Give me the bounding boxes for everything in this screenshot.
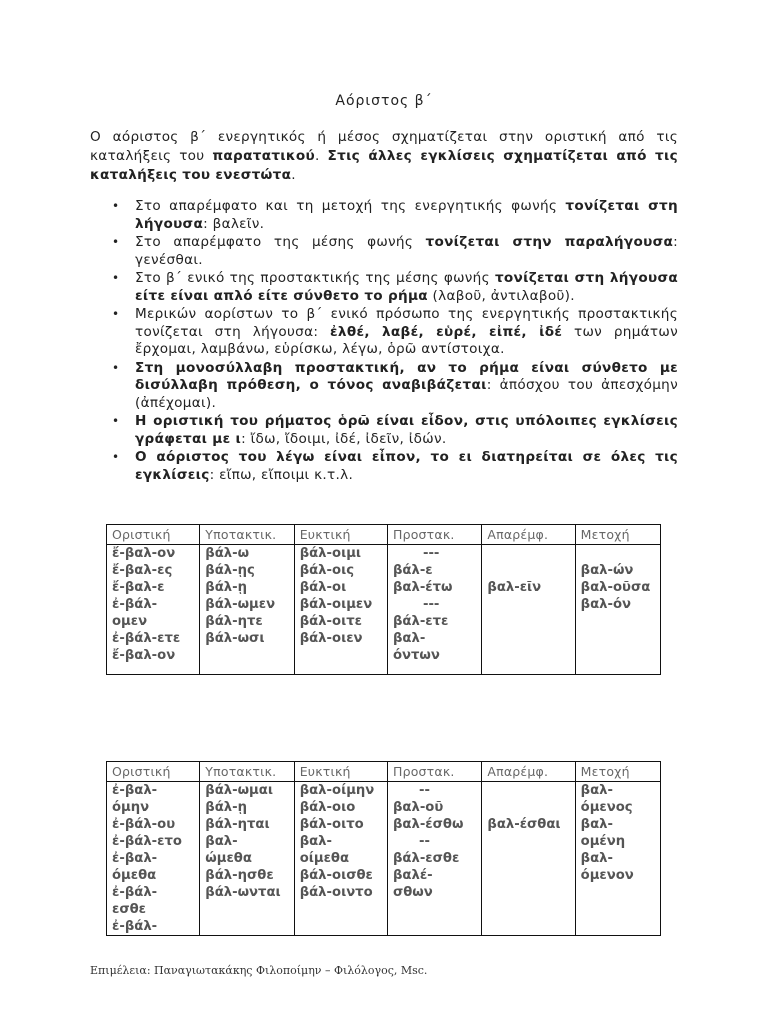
form: --: [418, 783, 430, 798]
table-row: [107, 782, 661, 936]
rule-bold: Στη μονοσύλλαβη προστακτική, αν το ρήμα είναι σύνθετο με δισύλλαβη πρόθεση, ο τόνος αναβιβάζεται: [135, 359, 678, 393]
form: ---: [422, 597, 440, 612]
form: ἐ-βάλ-ετε: [112, 631, 181, 646]
form: βαλ-: [580, 851, 613, 866]
form: βάλ-ωμεν: [205, 597, 276, 612]
rule-text: Στο απαρέμφατο της μέσης φωνής: [135, 234, 426, 250]
cell-subjunctive: [200, 782, 294, 936]
header-subjunctive: Υποτακτικ.: [200, 762, 294, 782]
form: ἐ-βάλ-ετο: [112, 834, 182, 849]
form: βαλ-: [205, 834, 238, 849]
active-conjugation-table: [106, 524, 661, 675]
form: βαλ-έτω: [392, 580, 453, 595]
intro-bold-2: Στις άλλες εγκλίσεις σχηματίζεται από τις καταλήξεις του ενεστώτα: [90, 148, 678, 183]
rule-text: : ἀπόσχου του ἀπεσχόμην (ἀπέχομαι).: [135, 377, 678, 411]
header-indicative: Οριστική: [107, 762, 200, 782]
rule-bold: Ο αόριστος του λέγω είναι εἶπον, το ει διατηρείται σε όλες τις εγκλίσεις: [135, 449, 678, 483]
page-footer: Επιμέλεια: Παναγιωτακάκης Φιλοποίμην – Φιλόλογος, Msc.: [90, 964, 428, 977]
form: βάλ-οιμεν: [299, 597, 373, 612]
table-header-row: [107, 525, 661, 545]
header-optative: Ευκτική: [294, 762, 387, 782]
form: βαλ-: [580, 783, 613, 798]
form: βάλ-ε: [392, 563, 433, 578]
form: βαλ-οῦ: [392, 800, 444, 815]
intro-bold-1: παρατατικού: [212, 148, 315, 164]
form: όντων: [392, 648, 440, 663]
rule-item: [90, 413, 678, 448]
form: βάλ-ῃ: [205, 580, 247, 595]
intro-text-1: Ο αόριστος β΄ ενεργητικός ή μέσος σχηματίζεται στην οριστική από τις καταλήξεις του: [90, 129, 678, 164]
page-title: Αόριστος β΄: [335, 93, 433, 109]
form: βάλ-εσθε: [392, 851, 460, 866]
form: εσθε: [112, 902, 147, 917]
form: βαλ-έσθω: [392, 817, 464, 832]
rule-text: Στο β΄ ενικό της προστακτικής της μέσης φωνής: [135, 270, 495, 286]
rule-item: [90, 234, 678, 269]
intro-text-3: .: [291, 167, 296, 183]
form: ἔ-βαλ-ον: [112, 648, 176, 663]
rule-bold: τονίζεται στη λήγουσα: [135, 198, 678, 232]
form: βάλ-ωνται: [205, 885, 281, 900]
form: βάλ-ησθε: [205, 868, 274, 883]
header-participle: Μετοχή: [575, 762, 660, 782]
form: όμεθα: [112, 868, 157, 883]
form: ἐ-βάλ-: [112, 597, 158, 612]
form: βαλ-οῦσα: [580, 580, 651, 595]
form: ἔ-βαλ-ε: [112, 580, 165, 595]
cell-imperative: [387, 782, 481, 936]
table-row: [107, 545, 661, 675]
form: βάλ-οισθε: [299, 868, 373, 883]
form: βαλ-έσθαι: [487, 817, 561, 832]
cell-optative: [294, 545, 387, 675]
cell-participle: [575, 545, 660, 675]
form: βαλ-: [392, 631, 426, 646]
header-indicative: Οριστική: [107, 525, 200, 545]
cell-infinitive: [482, 545, 575, 675]
form: βάλ-ῃς: [205, 563, 255, 578]
form: βάλ-οιμι: [299, 546, 362, 561]
form: ἐ-βαλ-: [112, 851, 158, 866]
rule-text: : γενέσθαι.: [135, 234, 678, 268]
cell-subjunctive: [200, 545, 294, 675]
form: ἐ-βαλ-: [112, 783, 158, 798]
header-participle: Μετοχή: [575, 525, 660, 545]
header-subjunctive: Υποτακτικ.: [200, 525, 294, 545]
form: όμενος: [580, 800, 633, 815]
form: ομένη: [580, 834, 626, 849]
cell-imperative: [387, 545, 481, 675]
form: βάλ-οιο: [299, 800, 356, 815]
form: ἐ-βάλ-: [112, 885, 158, 900]
rule-text: Μερικών αορίστων το β΄ ενικό πρόσωπο της ενεργητικής προστακτικής τονίζεται στη λήγουσα:: [135, 306, 678, 340]
form: βαλ-: [580, 817, 613, 832]
form: βάλ-οις: [299, 563, 355, 578]
form: όμενον: [580, 868, 634, 883]
form: βάλ-ετε: [392, 614, 449, 629]
intro-paragraph: [90, 128, 678, 185]
form: βάλ-οιεν: [299, 631, 363, 646]
header-imperative: Προστακ.: [387, 525, 481, 545]
form: όμην: [112, 800, 150, 815]
cell-indicative: [107, 782, 200, 936]
form: σθων: [392, 885, 433, 900]
rule-text: : ἴδω, ἴδοιμι, ἰδέ, ἰδεῖν, ἰδών.: [241, 430, 447, 447]
form: βαλέ-: [392, 868, 433, 883]
rule-item: [90, 449, 678, 484]
middle-conjugation-table: [106, 761, 661, 936]
table-header-row: [107, 762, 661, 782]
header-optative: Ευκτική: [294, 525, 387, 545]
rule-item: [90, 270, 678, 305]
form: βάλ-ηται: [205, 817, 270, 832]
form: βάλ-οιτο: [299, 817, 364, 832]
form: βάλ-ῃ: [205, 800, 247, 815]
header-infinitive: Απαρέμφ.: [482, 762, 575, 782]
rule-bold: τονίζεται στη λήγουσα είτε είναι απλό είτε σύνθετο το ρήμα: [135, 270, 678, 304]
header-infinitive: Απαρέμφ.: [482, 525, 575, 545]
form: ομεν: [112, 614, 148, 629]
rule-bold: ἐλθέ, λαβέ, εὑρέ, εἰπέ, ἰδέ: [330, 323, 563, 340]
rule-item: [90, 360, 678, 413]
rule-text: : βαλεῖν.: [203, 215, 265, 232]
form: βαλ-όν: [580, 597, 632, 612]
rule-bold: τονίζεται στην παραλήγουσα: [425, 234, 674, 250]
cell-optative: [294, 782, 387, 936]
rules-list: [90, 198, 678, 485]
form: βάλ-ητε: [205, 614, 263, 629]
rule-item: [90, 198, 678, 233]
rule-text: Στο απαρέμφατο και τη μετοχή της ενεργητικής φωνής: [135, 198, 566, 214]
form: βαλ-εῖν: [487, 580, 542, 595]
rule-text: των ρημάτων ἔρχομαι, λαμβάνω, εὑρίσκω, λέγω, ὁρῶ αντίστοιχα.: [135, 323, 678, 357]
form: ἐ-βάλ-: [112, 919, 158, 934]
form: ώμεθα: [205, 851, 252, 866]
intro-text-2: .: [314, 148, 328, 164]
form: οίμεθα: [299, 851, 350, 866]
form: βαλ-οίμην: [299, 783, 375, 798]
form: βάλ-οιντο: [299, 885, 373, 900]
form: ἔ-βαλ-ες: [112, 563, 173, 578]
form: βάλ-οι: [299, 580, 347, 595]
form: ἔ-βαλ-ον: [112, 546, 176, 561]
rule-text: (λαβοῦ, ἀντιλαβοῦ).: [427, 287, 575, 304]
form: βάλ-ω: [205, 546, 250, 561]
rule-item: [90, 306, 678, 359]
rule-text: : εἴπω, εἴποιμι κ.τ.λ.: [209, 466, 354, 483]
cell-infinitive: [482, 782, 575, 936]
form: ἐ-βάλ-ου: [112, 817, 176, 832]
form: βάλ-ωμαι: [205, 783, 273, 798]
rule-bold: Η οριστική του ρήματος ὁρῶ είναι εἶδον, στις υπόλοιπες εγκλίσεις γράφεται με ι: [135, 413, 678, 447]
cell-indicative: [107, 545, 200, 675]
form: ---: [422, 546, 440, 561]
form: βάλ-ωσι: [205, 631, 265, 646]
cell-participle: [575, 782, 660, 936]
form: βαλ-: [299, 834, 333, 849]
header-imperative: Προστακ.: [387, 762, 481, 782]
form: --: [418, 834, 430, 849]
form: βάλ-οιτε: [299, 614, 362, 629]
form: βαλ-ών: [580, 563, 634, 578]
